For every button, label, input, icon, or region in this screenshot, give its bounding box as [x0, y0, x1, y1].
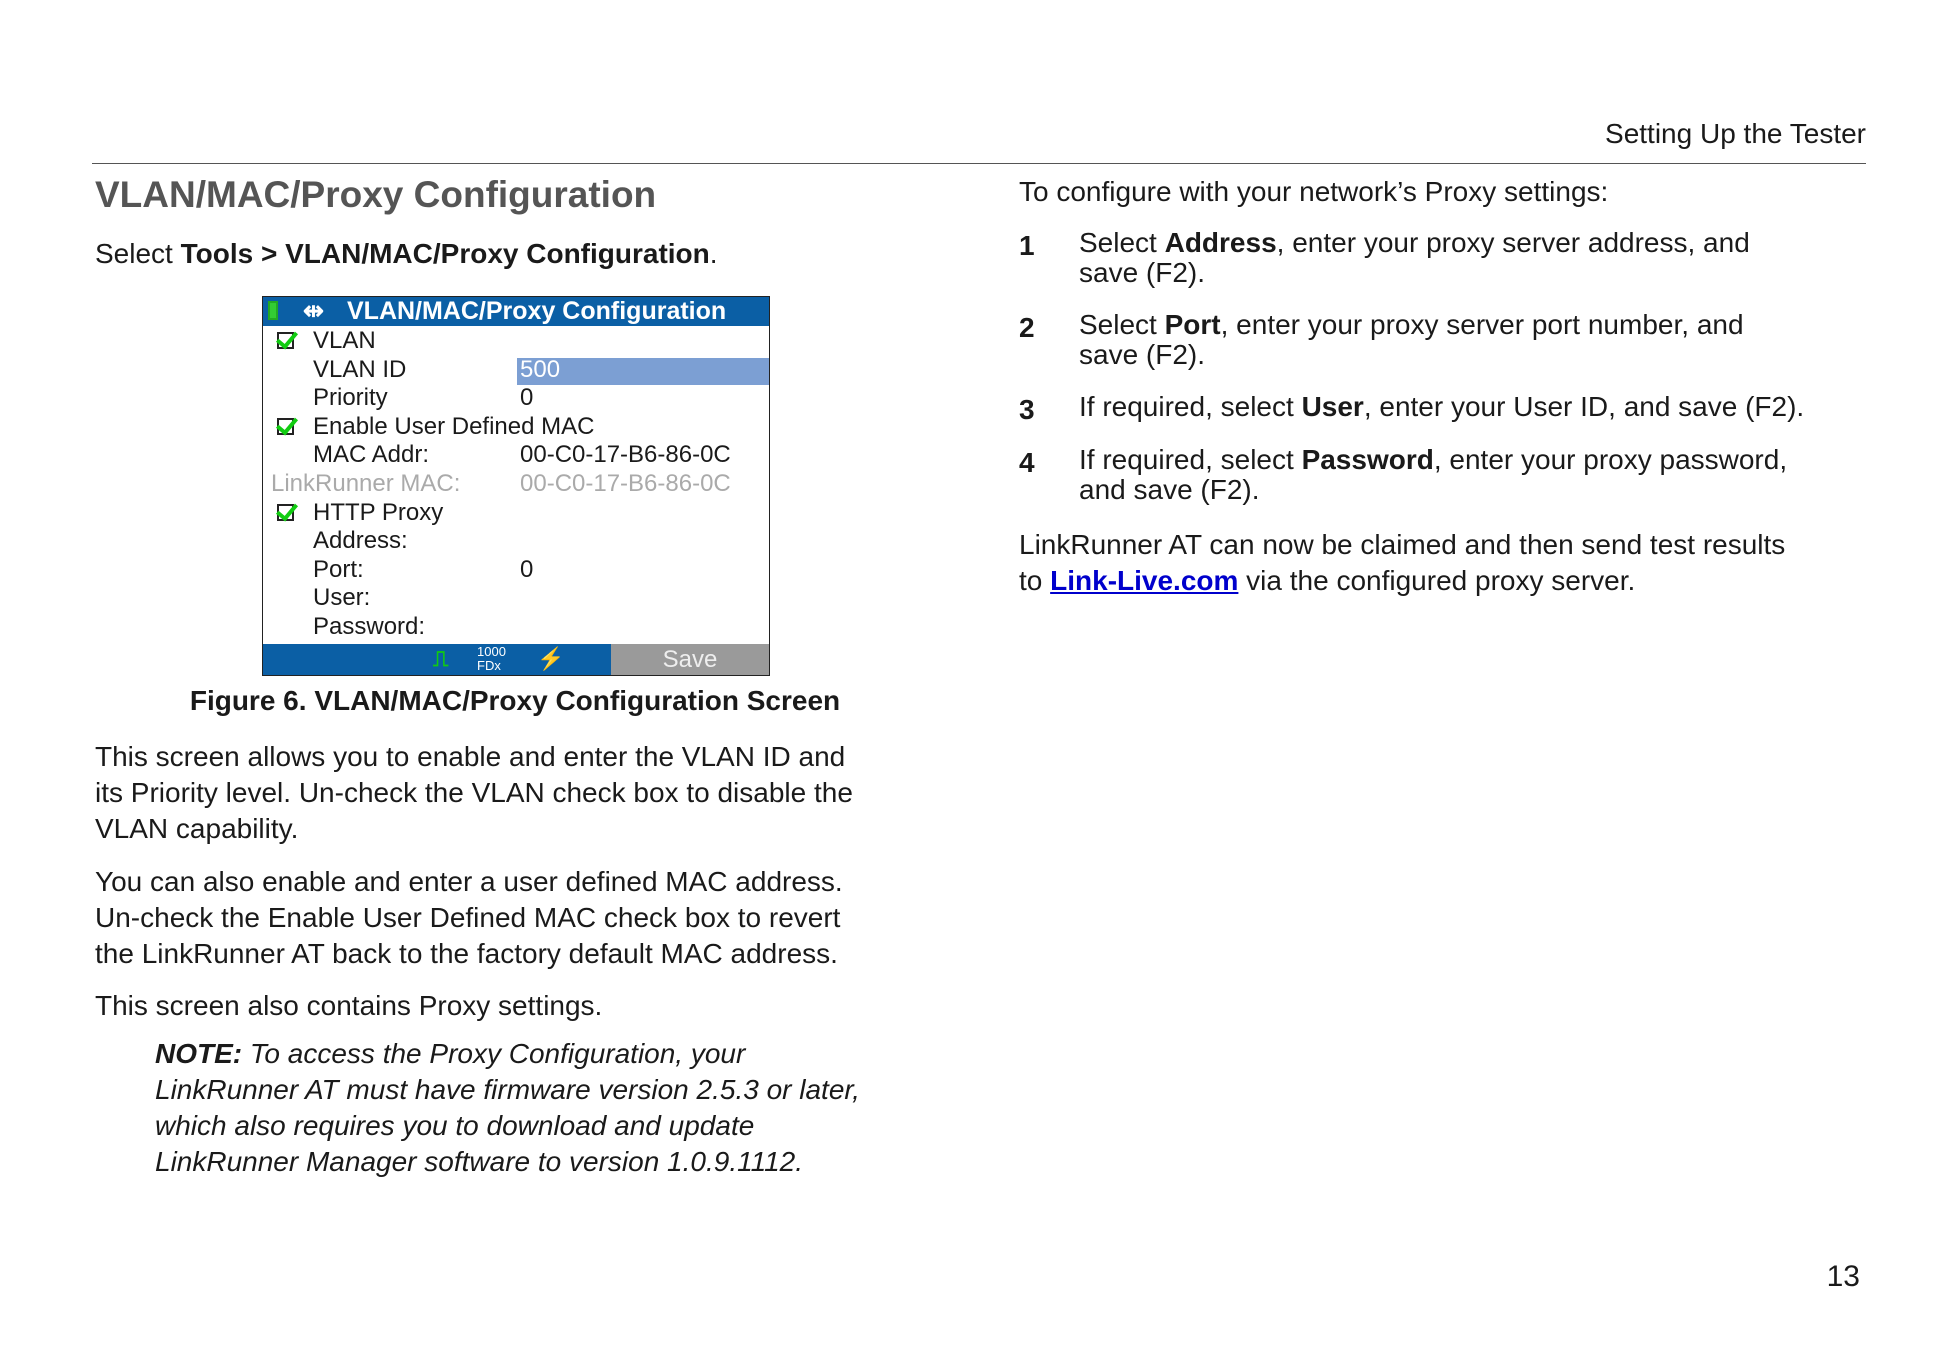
running-header: Setting Up the Tester: [1605, 118, 1866, 149]
step-text: , enter your proxy password,: [1433, 444, 1788, 475]
select-suffix: .: [709, 238, 718, 269]
poe-lightning-icon: ⚡: [537, 646, 565, 671]
duplex-value: FDx: [477, 658, 501, 673]
row-port[interactable]: [263, 556, 769, 585]
step-text: save (F2).: [1079, 339, 1206, 370]
text-line: VLAN capability.: [95, 813, 299, 844]
step-text: Select: [1079, 227, 1165, 258]
step-text: If required, select: [1079, 391, 1302, 422]
device-screenshot: [262, 296, 770, 676]
checkbox-checked-icon[interactable]: [277, 418, 294, 435]
select-prefix: Select: [95, 238, 181, 269]
row-label: Port:: [313, 555, 364, 583]
row-label: HTTP Proxy: [313, 498, 444, 526]
link-speed: [477, 645, 506, 673]
proxy-intro: To configure with your network’s Proxy settings:: [1019, 176, 1609, 207]
row-label: LinkRunner MAC:: [271, 470, 461, 497]
text-line: which also requires you to download and update: [155, 1110, 755, 1141]
device-status-bar: [263, 644, 769, 675]
vlan-id-value[interactable]: 500: [520, 355, 561, 383]
step-keyword: Password: [1301, 444, 1434, 475]
step-text: , enter your proxy server port number, and: [1220, 309, 1744, 340]
row-address[interactable]: [263, 527, 769, 556]
link-live-link[interactable]: Link-Live.com: [1050, 565, 1239, 596]
figure-caption: Figure 6. VLAN/MAC/Proxy Configuration Screen: [189, 685, 841, 716]
row-linkrunner-mac: [263, 470, 769, 499]
mac-addr-value[interactable]: 00-C0-17-B6-86-0C: [520, 441, 731, 469]
speed-value: 1000: [477, 644, 506, 659]
checkbox-checked-icon[interactable]: [277, 332, 294, 349]
row-label: MAC Addr:: [313, 441, 430, 469]
device-title: VLAN/MAC/Proxy Configuration: [347, 297, 727, 325]
page-number: 13: [1826, 1260, 1860, 1293]
row-user[interactable]: [263, 584, 769, 613]
row-label: Priority: [313, 384, 388, 412]
row-priority[interactable]: [263, 384, 769, 413]
text-line: its Priority level. Un-check the VLAN check box to disable the: [95, 777, 853, 808]
step-keyword: User: [1301, 391, 1364, 422]
checkbox-checked-icon[interactable]: [277, 504, 294, 521]
text-fragment: via the configured proxy server.: [1238, 565, 1636, 596]
text-line: You can also enable and enter a user defined MAC address.: [95, 866, 843, 897]
step-text: , enter your proxy server address, and: [1276, 227, 1750, 258]
row-label: Password:: [313, 613, 426, 640]
text-line: the LinkRunner AT back to the factory default MAC address.: [95, 938, 838, 969]
row-label: Address:: [313, 527, 408, 555]
step-keyword: Address: [1164, 227, 1277, 258]
step-text: , enter your User ID, and save (F2).: [1363, 391, 1805, 422]
row-vlan-id[interactable]: [263, 356, 769, 385]
text-line: Un-check the Enable User Defined MAC check box to revert: [95, 902, 841, 933]
row-mac-addr[interactable]: [263, 441, 769, 470]
step-text: and save (F2).: [1079, 474, 1260, 505]
step-number: 3: [1019, 394, 1035, 425]
step-number: 4: [1019, 447, 1035, 478]
step-text: If required, select: [1079, 444, 1302, 475]
text-line: This screen allows you to enable and enter the VLAN ID and: [95, 741, 846, 772]
note-label: NOTE:: [155, 1038, 243, 1069]
row-password[interactable]: [263, 613, 769, 642]
header-rule: [92, 163, 1866, 164]
link-pulse-icon: ⎍: [433, 646, 449, 671]
menu-path: Tools > VLAN/MAC/Proxy Configuration: [180, 238, 710, 269]
section-title: VLAN/MAC/Proxy Configuration: [95, 174, 657, 215]
paragraph-proxy: This screen also contains Proxy settings.: [95, 990, 603, 1021]
save-button[interactable]: Save: [611, 644, 769, 675]
note: [155, 1036, 860, 1180]
step-number: 1: [1019, 230, 1035, 261]
text-line: LinkRunner AT can now be claimed and then send test results: [1019, 529, 1786, 560]
device-title-bar: [263, 297, 769, 326]
text-fragment: to: [1019, 565, 1051, 596]
row-http-proxy[interactable]: [263, 499, 769, 528]
paragraph-mac: [95, 864, 843, 972]
row-vlan[interactable]: [263, 327, 769, 356]
priority-value[interactable]: 0: [520, 384, 534, 412]
closing-paragraph: [1019, 527, 1785, 599]
paragraph-vlan: [95, 739, 853, 847]
step-text: Select: [1079, 309, 1165, 340]
text-line: To access the Proxy Configuration, your: [242, 1038, 746, 1069]
row-label: VLAN ID: [313, 355, 407, 383]
text-line: LinkRunner AT must have firmware version 2.5.3 or later,: [155, 1074, 860, 1105]
row-label: Enable User Defined MAC: [313, 412, 595, 440]
text-line: LinkRunner Manager software to version 1.0.9.1112.: [155, 1146, 804, 1177]
row-enable-mac[interactable]: [263, 413, 769, 442]
battery-icon: [268, 301, 278, 320]
usb-icon: ⇹: [303, 297, 324, 325]
linkrunner-mac-value: 00-C0-17-B6-86-0C: [520, 470, 731, 497]
select-instruction: [95, 236, 718, 272]
step-keyword: Port: [1164, 309, 1221, 340]
step-number: 2: [1019, 312, 1035, 343]
row-label: VLAN: [313, 327, 376, 354]
row-label: User:: [313, 584, 371, 612]
port-value[interactable]: 0: [520, 555, 534, 583]
step-text: save (F2).: [1079, 257, 1206, 288]
